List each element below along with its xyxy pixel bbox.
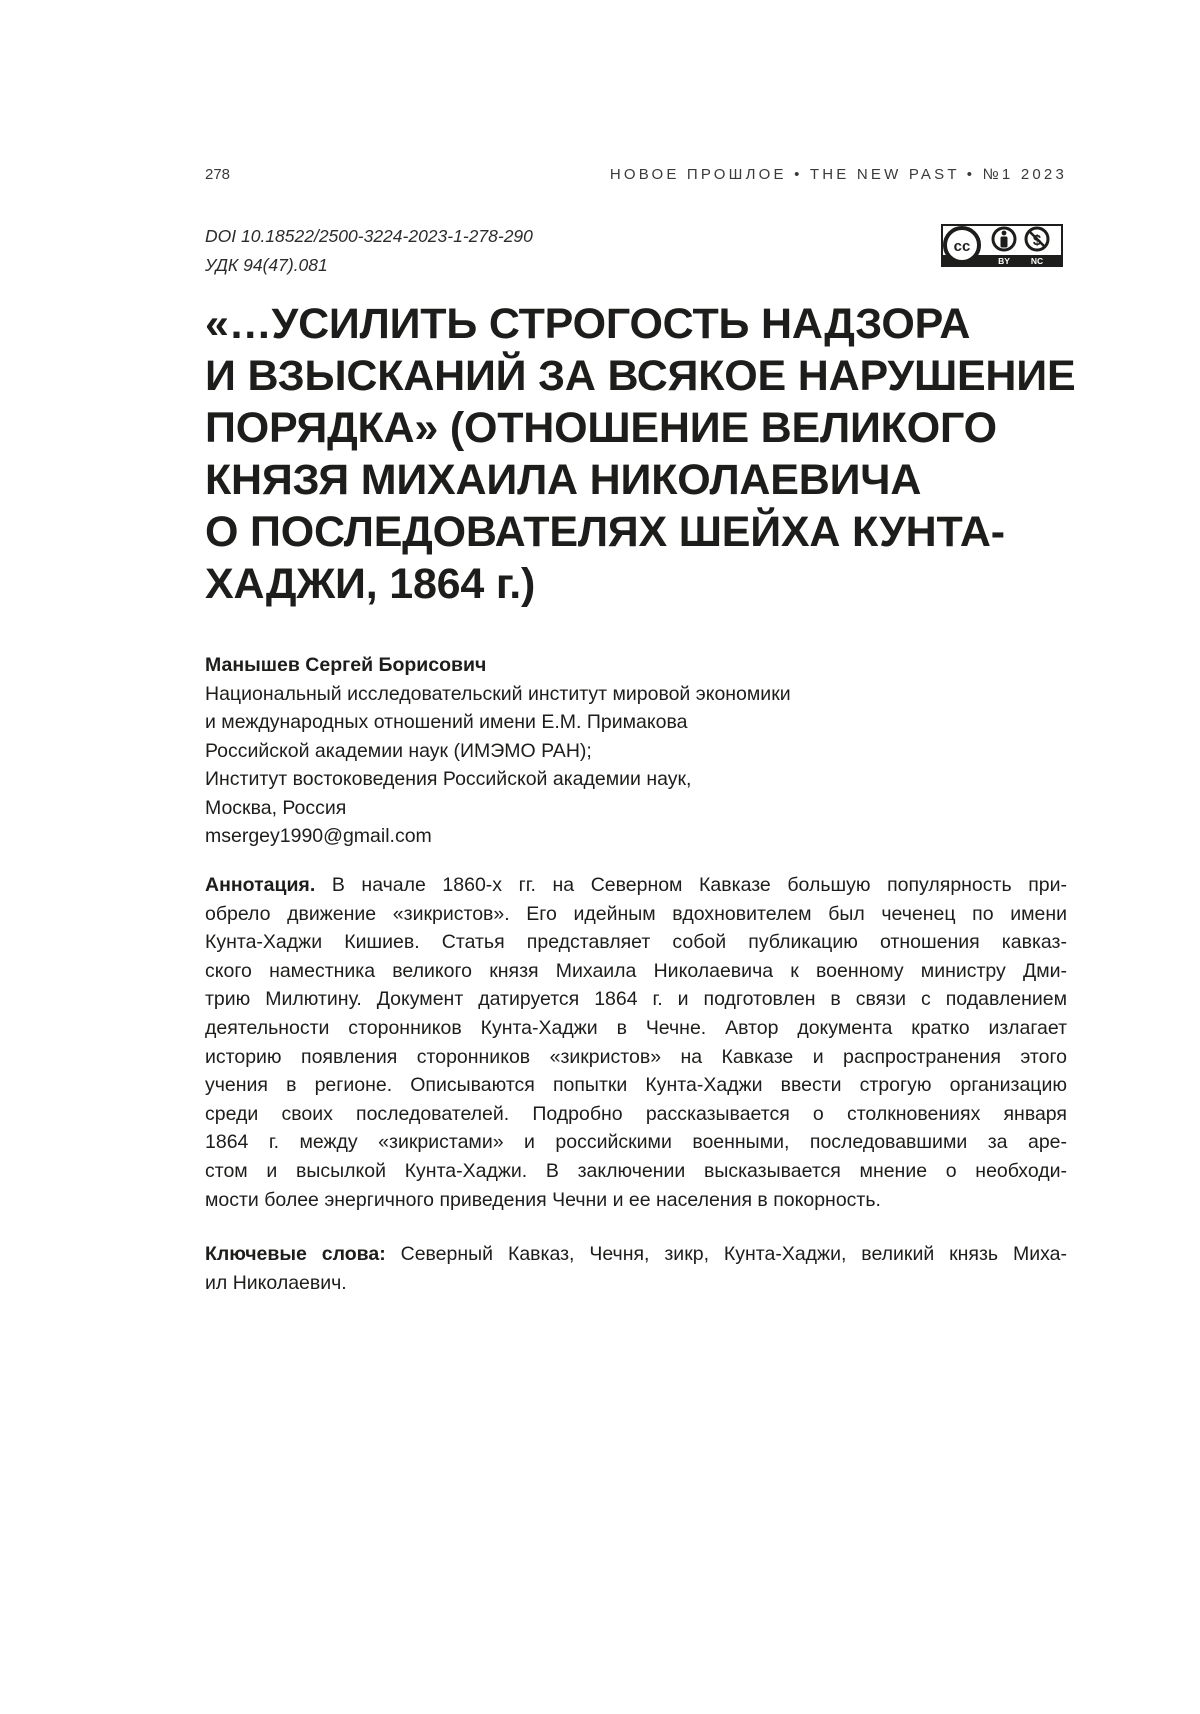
doi[interactable]: DOI 10.18522/2500-3224-2023-1-278-290 <box>205 222 533 251</box>
keywords <box>205 1240 1067 1297</box>
abstract-line: трию Милютину. Документ датируется 1864 г. и подготовлен в связи с подавлением <box>205 985 1067 1014</box>
affiliation-line: Москва, Россия <box>205 794 1065 823</box>
affiliation-line: Российской академии наук (ИМЭМО РАН); <box>205 737 1065 766</box>
abstract-line: В начале 1860-х гг. на Северном Кавказе большую популярность при- <box>315 874 1067 896</box>
title-line: КНЯЗЯ МИХАИЛА НИКОЛАЕВИЧА <box>205 454 1085 506</box>
keywords-label: Ключевые слова: <box>205 1243 386 1265</box>
abstract-line: ского наместника великого князя Михаила Николаевича к военному министру Дми- <box>205 957 1067 986</box>
nc-label: NC <box>1031 256 1043 266</box>
abstract-line: мости более энергичного приведения Чечни и ее населения в покорность. <box>205 1186 1067 1215</box>
abstract <box>205 871 1067 1214</box>
affiliation-line: Национальный исследовательский институт мировой экономики <box>205 680 1065 709</box>
title-line: О ПОСЛЕДОВАТЕЛЯХ ШЕЙХА КУНТА- <box>205 506 1085 558</box>
title-line: ХАДЖИ, 1864 г.) <box>205 558 1085 610</box>
affiliation-line: Институт востоковедения Российской академии наук, <box>205 765 1065 794</box>
author-email[interactable]: msergey1990@gmail.com <box>205 822 1065 851</box>
by-label: BY <box>998 256 1010 266</box>
affiliation-line: и международных отношений имени Е.М. Примакова <box>205 708 1065 737</box>
abstract-line: стом и высылкой Кунта-Хаджи. В заключении высказывается мнение о необходи- <box>205 1157 1067 1186</box>
cc-by-nc-icon[interactable] <box>941 224 1063 267</box>
title-line: «…УСИЛИТЬ СТРОГОСТЬ НАДЗОРА <box>205 298 1085 350</box>
abstract-line: историю появления сторонников «зикристов» на Кавказе и распространения этого <box>205 1043 1067 1072</box>
author-name: Манышев Сергей Борисович <box>205 651 1065 680</box>
author-block <box>205 651 1065 851</box>
abstract-line: Кунта-Хаджи Кишиев. Статья представляет собой публикацию отношения кавказ- <box>205 928 1067 957</box>
abstract-first-line <box>205 871 1067 900</box>
article-title <box>205 298 1085 610</box>
abstract-line: обрело движение «зикристов». Его идейным вдохновителем был чеченец по имени <box>205 900 1067 929</box>
abstract-line: учения в регионе. Описываются попытки Кунта-Хаджи ввести строгую организацию <box>205 1071 1067 1100</box>
udk: УДК 94(47).081 <box>205 251 533 280</box>
abstract-line: деятельности сторонников Кунта-Хаджи в Чечне. Автор документа кратко излагает <box>205 1014 1067 1043</box>
title-line: ПОРЯДКА» (ОТНОШЕНИЕ ВЕЛИКОГО <box>205 402 1085 454</box>
title-line: И ВЗЫСКАНИЙ ЗА ВСЯКОЕ НАРУШЕНИЕ <box>205 350 1085 402</box>
abstract-label: Аннотация. <box>205 874 315 896</box>
cc-mark: cc <box>954 238 971 255</box>
keywords-line: ил Николаевич. <box>205 1269 1067 1298</box>
abstract-line: 1864 г. между «зикристами» и российскими военными, последовавшими за аре- <box>205 1128 1067 1157</box>
article-page <box>0 0 1200 1714</box>
keywords-line: Северный Кавказ, Чечня, зикр, Кунта-Хаджи, великий князь Миха- <box>386 1243 1067 1265</box>
journal-name: НОВОЕ ПРОШЛОЕ • THE NEW PAST • №1 2023 <box>610 166 1067 183</box>
page-number: 278 <box>205 166 230 183</box>
abstract-line: среди своих последователей. Подробно рассказывается о столкновениях января <box>205 1100 1067 1129</box>
article-identifiers <box>205 222 533 280</box>
running-head <box>205 166 1067 188</box>
keywords-first-line <box>205 1240 1067 1269</box>
